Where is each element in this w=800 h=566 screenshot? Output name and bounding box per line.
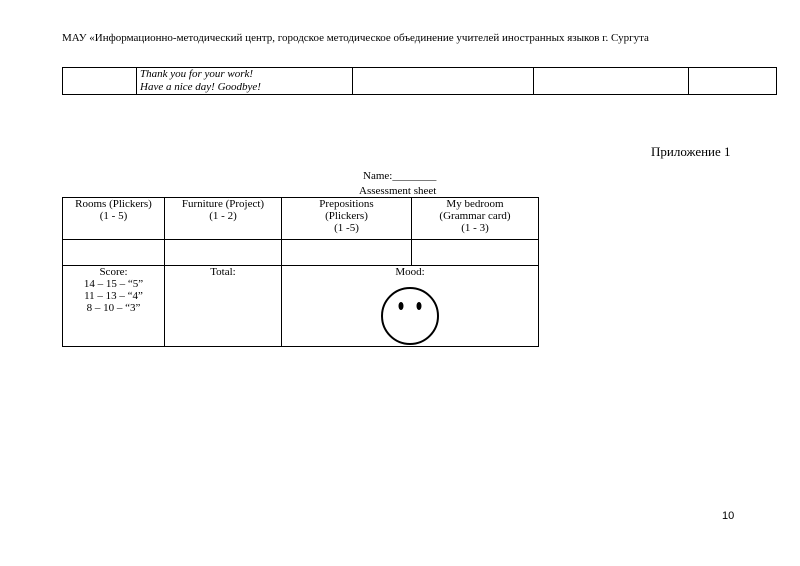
column-subtitle: (Plickers): [325, 210, 368, 222]
column-subtitle: (1 - 2): [209, 210, 237, 222]
table-row: [63, 68, 777, 95]
smiley-face-icon: [380, 286, 440, 346]
score-line: 11 – 13 – “4”: [84, 290, 143, 302]
table-cell: [63, 68, 137, 95]
prepositions-score-cell: [282, 240, 412, 266]
column-title: My bedroom: [446, 198, 504, 210]
column-subtitle: (Grammar card): [439, 210, 511, 222]
bedroom-score-cell: [412, 240, 539, 266]
total-cell: [165, 266, 282, 347]
column-title: Rooms (Plickers): [75, 198, 152, 210]
mood-cell: [282, 266, 539, 347]
column-range: (1 -5): [334, 222, 359, 234]
score-label: Score:: [99, 266, 128, 278]
furniture-score-cell: [165, 240, 282, 266]
column-header-furniture: [165, 198, 282, 240]
document-header: МАУ «Информационно-методический центр, городское методическое объединение учителей иностранных языков г. Сургута: [62, 32, 649, 44]
total-label: Total:: [210, 266, 236, 278]
farewell-line-1: Thank you for your work!: [140, 68, 254, 80]
table-row: [63, 266, 539, 347]
appendix-label: Приложение 1: [651, 144, 731, 159]
column-header-rooms: [63, 198, 165, 240]
assessment-sheet-title: Assessment sheet: [359, 185, 437, 197]
column-subtitle: (1 - 5): [99, 210, 128, 222]
column-header-prepositions: [282, 198, 412, 240]
column-header-bedroom: [412, 198, 539, 240]
score-line: 14 – 15 – “5”: [83, 278, 144, 290]
column-title: Furniture (Project): [181, 198, 265, 210]
assessment-table: [62, 197, 539, 347]
column-range: (1 - 3): [461, 222, 489, 234]
mood-label: Mood:: [395, 266, 425, 278]
table-cell: [534, 68, 689, 95]
rooms-score-cell: [63, 240, 165, 266]
lesson-plan-table: [62, 67, 777, 95]
table-cell: [689, 68, 777, 95]
table-cell: [353, 68, 534, 95]
table-header-row: [63, 198, 539, 240]
page-number: 10: [722, 510, 735, 522]
column-title: Prepositions: [319, 198, 374, 210]
score-key-cell: [63, 266, 165, 347]
score-line: 8 – 10 – “3”: [86, 302, 141, 314]
name-field: Name:________: [363, 170, 437, 182]
farewell-cell: [137, 68, 353, 95]
table-row: [63, 240, 539, 266]
farewell-line-2: Have a nice day! Goodbye!: [140, 81, 261, 93]
